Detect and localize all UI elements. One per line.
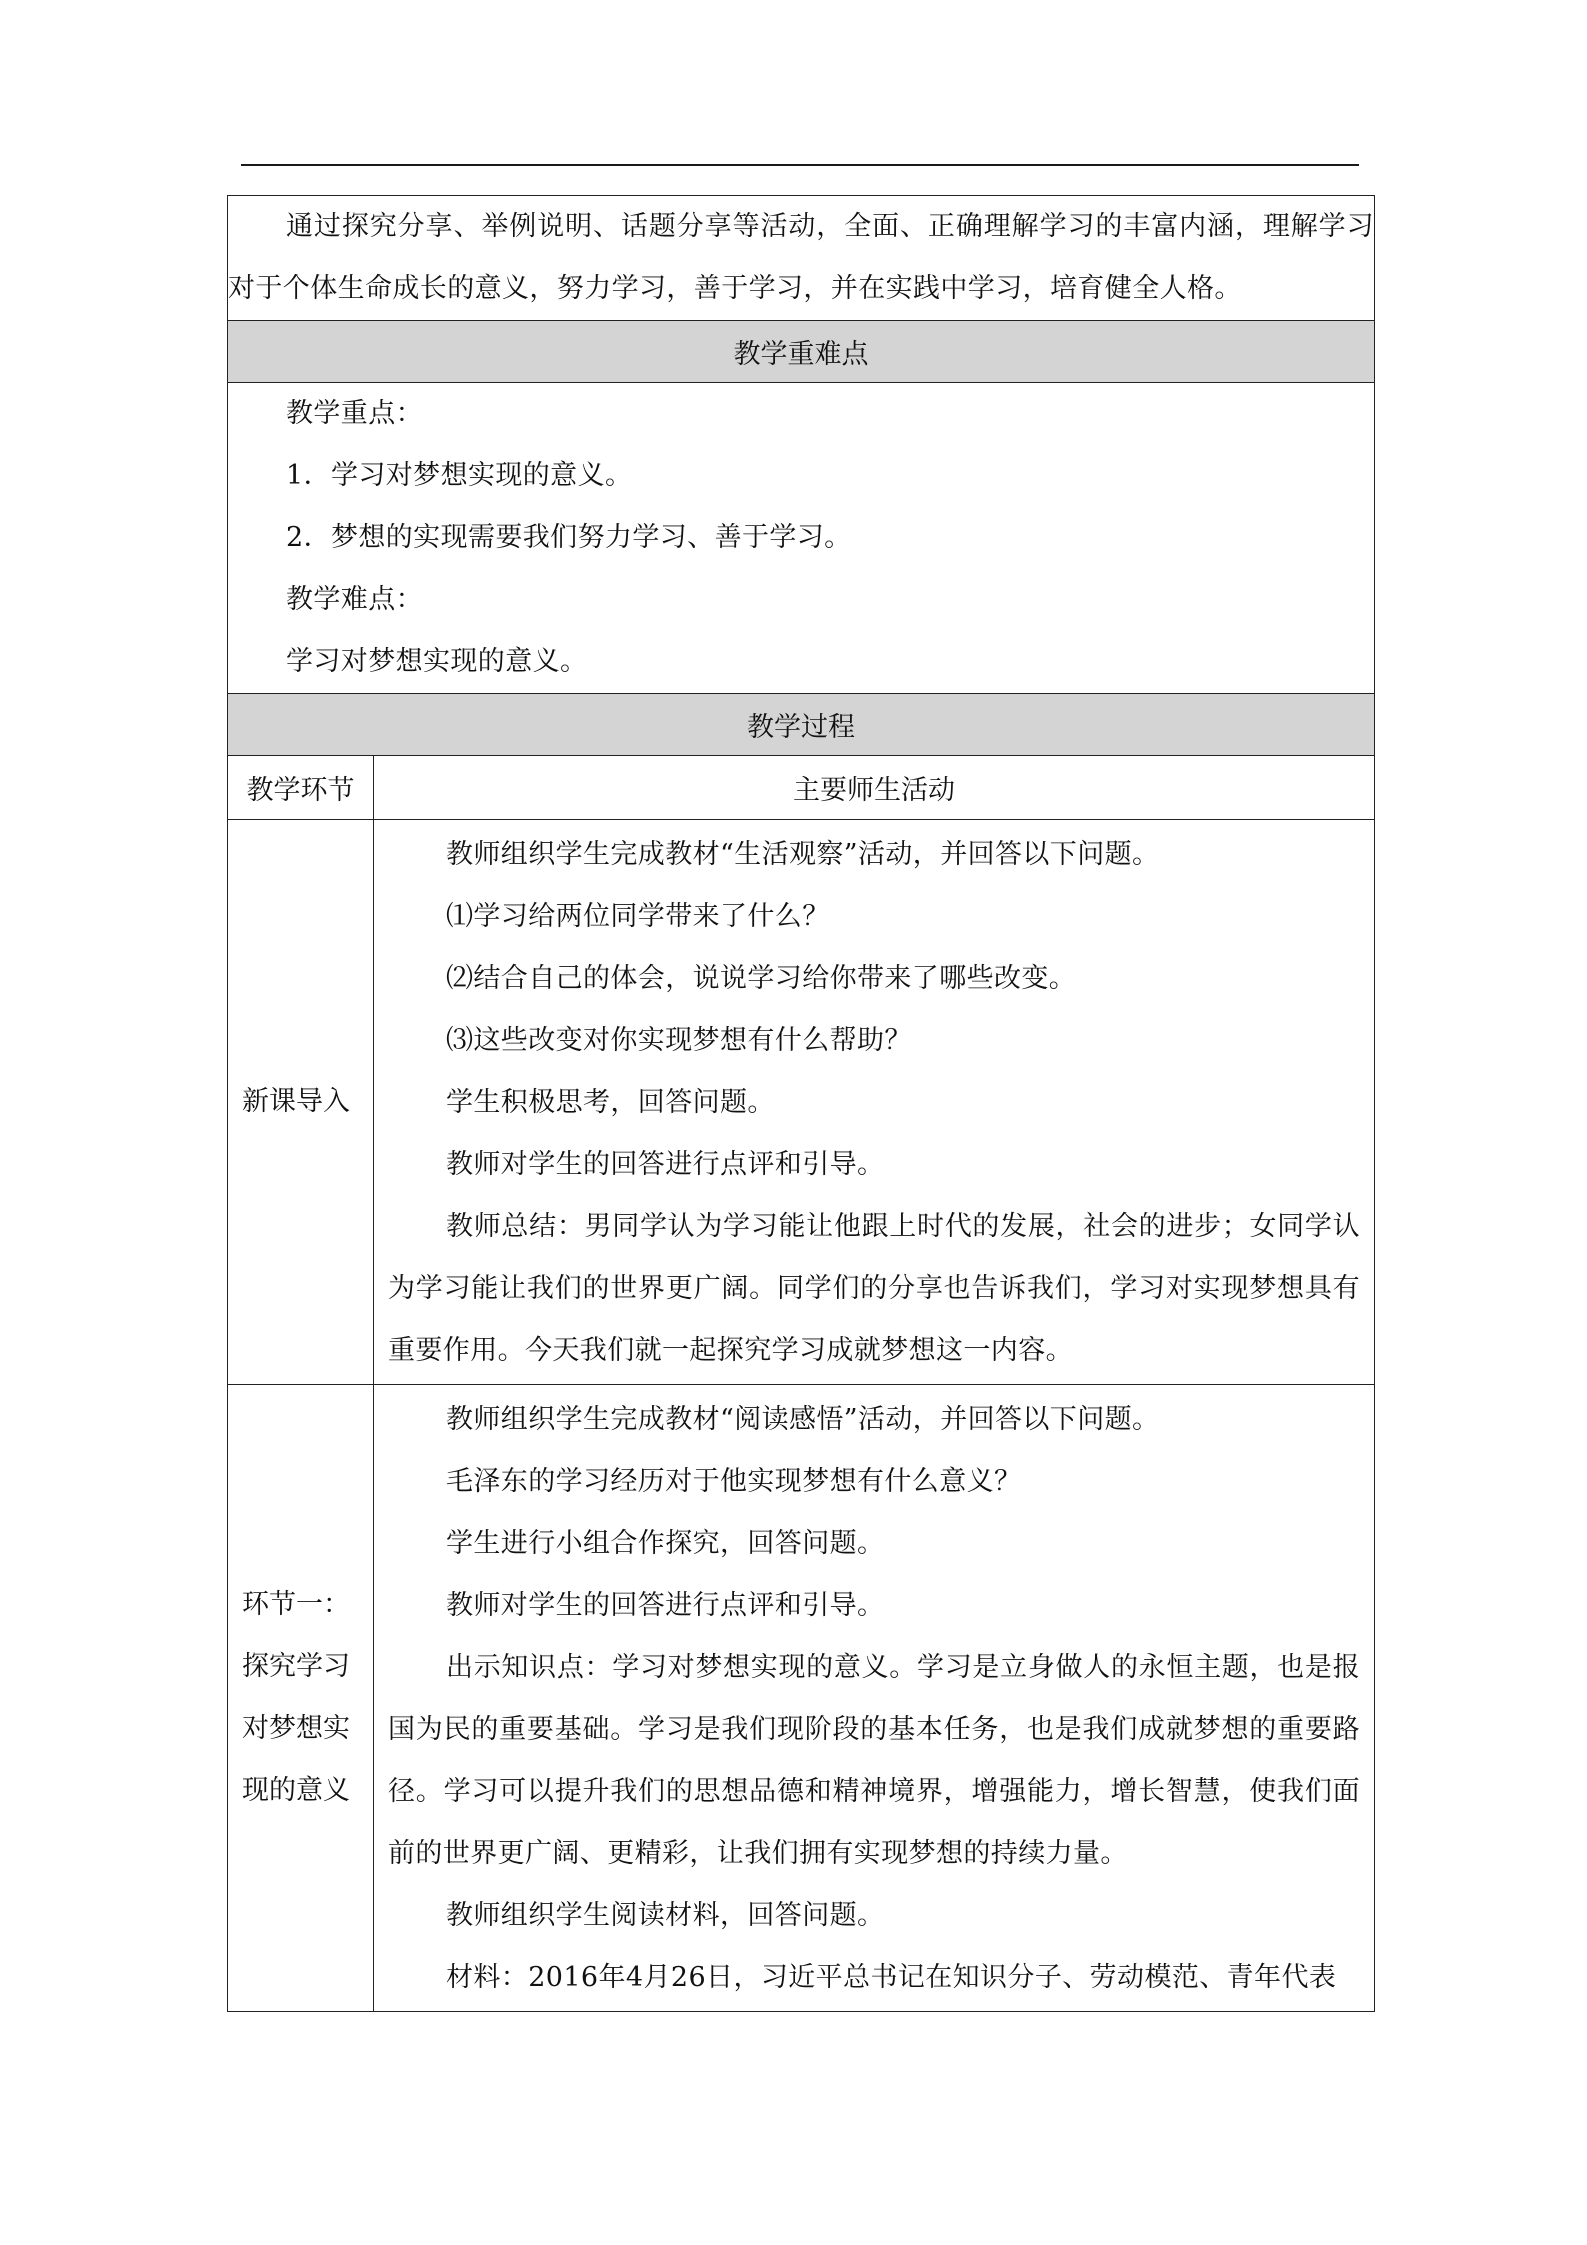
difficulty-label: 教学难点：	[286, 584, 423, 615]
process-row-section-one	[228, 1385, 1375, 2012]
lesson-plan-table	[227, 195, 1375, 2012]
focus-item: 2．梦想的实现需要我们努力学习、善于学习。	[286, 522, 852, 553]
focus-label: 教学重点：	[286, 398, 423, 429]
key-points-cell	[228, 383, 1375, 694]
activity-paragraph: 出示知识点：学习对梦想实现的意义。学习是立身做人的永恒主题，也是报国为民的重要基础。学习是我们现阶段的基本任务，也是我们成就梦想的重要路径。学习可以提升我们的思想品德和精神境界，增强能力，增长智慧，使我们面前的世界更广阔、更精彩，让我们拥有实现梦想的持续力量。	[388, 1652, 1360, 1869]
difficulty-text: 学习对梦想实现的意义。	[286, 646, 588, 677]
activity-paragraph: 材料：2016年4月26日，习近平总书记在知识分子、劳动模范、青年代表	[446, 1962, 1337, 1993]
activity-paragraph: 毛泽东的学习经历对于他实现梦想有什么意义？	[446, 1466, 1022, 1497]
stage-cell	[228, 1385, 374, 2012]
stage-cell	[228, 820, 374, 1385]
stage-label: 新课导入	[242, 1086, 350, 1117]
activity-column-header: 主要师生活动	[374, 756, 1375, 820]
process-column-header-row	[228, 756, 1375, 820]
activity-cell	[374, 820, 1375, 1385]
activity-paragraph: ⑶这些改变对你实现梦想有什么帮助？	[446, 1025, 912, 1056]
process-header: 教学过程	[228, 694, 1375, 756]
activity-paragraph: ⑵结合自己的体会，说说学习给你带来了哪些改变。	[446, 963, 1077, 994]
activity-paragraph: 教师组织学生完成教材“生活观察”活动，并回答以下问题。	[446, 839, 1160, 870]
key-points-header: 教学重难点	[228, 321, 1375, 383]
focus-item: 1．学习对梦想实现的意义。	[286, 460, 633, 491]
activity-paragraph: 教师组织学生阅读材料，回答问题。	[446, 1900, 885, 1931]
key-points-header-row	[228, 321, 1375, 383]
stage-label: 现的意义	[242, 1775, 350, 1806]
activity-paragraph: 教师对学生的回答进行点评和引导。	[446, 1149, 885, 1180]
process-row-intro	[228, 820, 1375, 1385]
key-points-row	[228, 383, 1375, 694]
activity-paragraph: ⑴学习给两位同学带来了什么？	[446, 901, 830, 932]
stage-column-header: 教学环节	[228, 756, 374, 820]
stage-label: 对梦想实	[242, 1713, 350, 1744]
activity-cell	[374, 1385, 1375, 2012]
objectives-cell	[228, 196, 1375, 321]
activity-paragraph: 学生积极思考，回答问题。	[446, 1087, 775, 1118]
stage-label: 环节一：	[242, 1589, 350, 1620]
header-rule	[241, 164, 1359, 166]
activity-paragraph: 教师对学生的回答进行点评和引导。	[446, 1590, 885, 1621]
activity-paragraph: 教师组织学生完成教材“阅读感悟”活动，并回答以下问题。	[446, 1404, 1160, 1435]
stage-label: 探究学习	[242, 1651, 350, 1682]
activity-paragraph: 学生进行小组合作探究，回答问题。	[446, 1528, 885, 1559]
objectives-row	[228, 196, 1375, 321]
objectives-text: 通过探究分享、举例说明、话题分享等活动，全面、正确理解学习的丰富内涵，理解学习对于个体生命成长的意义，努力学习，善于学习，并在实践中学习，培育健全人格。	[228, 211, 1374, 304]
activity-paragraph: 教师总结：男同学认为学习能让他跟上时代的发展，社会的进步；女同学认为学习能让我们的世界更广阔。同学们的分享也告诉我们，学习对实现梦想具有重要作用。今天我们就一起探究学习成就梦想这一内容。	[388, 1211, 1360, 1366]
process-header-row	[228, 694, 1375, 756]
